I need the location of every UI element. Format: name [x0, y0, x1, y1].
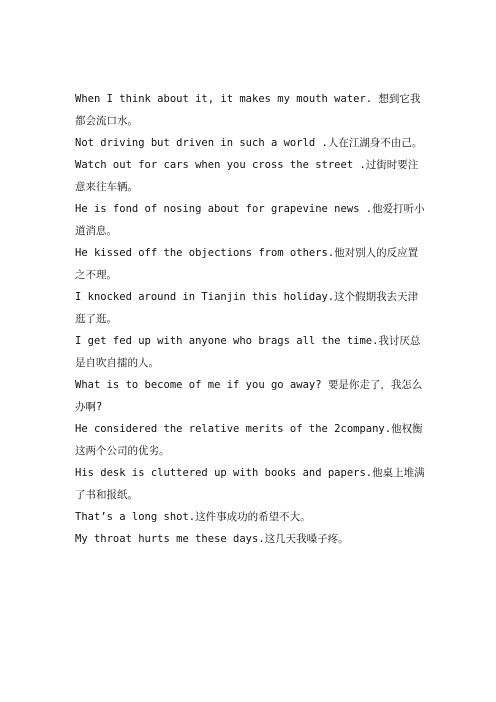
sentence-paragraph: My throat hurts me these days.这几天我嗓子疼。 — [75, 533, 349, 545]
sentence-paragraph: I knocked around in Tianjin this holiday.这个假期我去天津逛了逛。 — [75, 291, 419, 325]
sentence-paragraph: He considered the relative merits of the 2company.他权衡这两个公司的优劣。 — [75, 423, 423, 457]
sentence-paragraph: When I think about it, it makes my mouth water. 想到它我都会流口水。 — [75, 93, 421, 127]
sentence-paragraph: What is to become of me if you go away? 要是你走了，我怎么办啊? — [75, 379, 423, 413]
sentence-paragraph: Not driving but driven in such a world .人在江湖身不由己。 — [75, 137, 423, 149]
sentence-paragraph: He is fond of nosing about for grapevine news .他爱打听小道消息。 — [75, 203, 425, 237]
sentence-paragraph: His desk is cluttered up with books and papers.他桌上堆满了书和报纸。 — [75, 467, 425, 501]
sentence-paragraph: That’s a long shot.这件事成功的希望不大。 — [75, 511, 311, 523]
sentence-paragraph: I get fed up with anyone who brags all the time.我讨厌总是自吹自擂的人。 — [75, 335, 421, 369]
sentence-paragraph: Watch out for cars when you cross the street .过街时要注意来往车辆。 — [75, 159, 419, 193]
sentence-paragraph: He kissed off the objections from others.他对别人的反应置之不理。 — [75, 247, 419, 281]
document-body — [75, 88, 425, 550]
